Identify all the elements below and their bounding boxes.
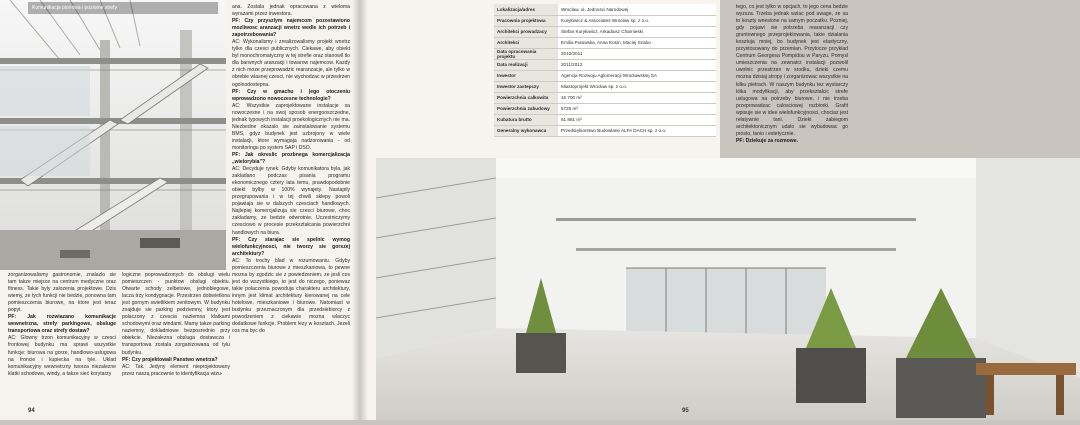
atrium-interior-illustration <box>376 158 1080 420</box>
project-info-table <box>494 4 716 137</box>
info-key: Kubatura brutto <box>494 114 558 125</box>
interview-answer: AC: To trochy blad w rozumowaniu. Gdyby pomieszczenia biurowe z mieszkaniowa, to pewne mozna by zgodzic sie z powiedzeniem, ze jesli cos jest do wszystkiego, to jest do niczego, poniewaz takie polaczenia powoduja charakteru architektury, innym jest klimat architektury kierowanej na cele hotelowe, mieszkaniowe i biurowe. Natomiast w budynku przeznaczonym dla przedsiebiorcy z powodzeniem z ciekawie mozna wlaczyc dodatkowe funkcje. Problem lezy w kosztach. Jezeli cos ma byc do <box>232 257 350 335</box>
info-value: Stefan Kuryłowicz, Arkadiusz Charnieski <box>558 26 716 37</box>
info-row <box>494 92 716 103</box>
info-value: 5725 m² <box>558 103 716 114</box>
interview-question: PF: Jak okreslic prozbnega komercjalizacja „wielorybia”? <box>232 151 350 166</box>
info-row <box>494 4 716 15</box>
interview-answer: logiczne poprowadzonych do obslugi wielu pomieszczen - punktow obslugi obiektu. Otwarte schody zelbetowe, jednobiegowe, lacza trzy kondygnacje. Przestrzen dobwietlona jest gornym swietlikiem zenitowym. W budynku znajduje sie parking podziemny, ktory jest polaczony z czescia naziemna klatkami schodowymi oraz windami. Mamy takze parking naziemny, dokladniowe bezposrednio przy obiekcie. Niezalezna obsluga dostawcza i transportowa zostala zorganizowana od tylu budynku. <box>122 272 230 356</box>
info-row <box>494 81 716 92</box>
info-key: Inwestor <box>494 70 558 81</box>
interview-answer: AC: Tak. Jedyny element nieprojektowany przez naszą pracownie to identyfikacja wizu- <box>122 363 230 377</box>
text-column-top <box>232 4 350 335</box>
info-key: Architekci prowadzacy <box>494 26 558 37</box>
info-value: Agencja Rozwoju Aglomeracji Wrocławskiej SA <box>558 70 716 81</box>
info-row <box>494 59 716 70</box>
atrium-stair-illustration <box>0 0 226 270</box>
info-row <box>494 70 716 81</box>
page-number: 95 <box>682 408 689 414</box>
left-page <box>0 0 360 420</box>
info-value: Wroclaw, ul. Jednosci Narodowej <box>558 4 716 15</box>
interview-answer: ana. Zostala jednak opracowana z wieloma wyrazami przez inwestora. <box>232 4 350 18</box>
info-row <box>494 15 716 26</box>
interview-question: PF: Czy starajac sie spelnic wymog wielofunkcyjnosci, nie tworzy sie gorszej architektury? <box>232 236 350 257</box>
interview-answer: AC: Wykonalismy i zrealizowalismy projekt wnetrz tylko dla czesci publicznych. Ciekawe, aby obiekt byl monochromatyczny w tej strefie oraz stanowil tlo dla barwnych aranzacji i towarow najemcow. Kazdy z nich moze przeprowadzic rearanzacje, ale tylko w obrebie wlasnej czesci, nie wychodzac w przestrzen ogolnodostepna. <box>232 39 350 88</box>
text-column-bottom-2 <box>122 272 230 378</box>
text-column-bottom-1 <box>8 272 116 378</box>
info-key: Pracownia projektowa <box>494 15 558 26</box>
info-key: Inwestor zastepczy <box>494 81 558 92</box>
info-value: Kuryłowicz & Associates Wrocław sp. z o.o. <box>558 15 716 26</box>
info-value: 2010/2011 <box>558 48 716 59</box>
interview-answer: AC: Glowny trzon komunikacyjny w czesci frontowej budynku ma sprawi wszystkie funkcje: biurowa na gorze, handlowo-uslugowa na froncie i kupiecka na tyle. Uklad komunikacyjny wewnetrzny tworza niezalezne klatki schodowe, windy, a takze sieć korytarzy <box>8 335 116 377</box>
info-value: Przedsiębiorstwo Budowlane ALFA DACH sp. z o.o. <box>558 125 716 136</box>
interview-question: PF: Jak rozwiazano komunikacje wewnetrzna, strefy parkingowe, obsluge transportowa oraz strefy dostaw? <box>8 314 116 335</box>
info-row <box>494 125 716 136</box>
interview-question: PF: Czy projektowali Panstwo wnetrza? <box>122 356 218 363</box>
info-key: Data realizacji <box>494 59 558 70</box>
info-key: Lokalizacja/adres <box>494 4 558 15</box>
right-page <box>360 0 848 420</box>
atrium-stair-photo <box>0 0 226 270</box>
info-row <box>494 114 716 125</box>
photo-caption: Komunikacja pionowa i poziome strefy <box>28 2 218 14</box>
interview-question: PF: Dziekuje za rozmowe. <box>736 137 798 144</box>
info-value: 61 881 m³ <box>558 114 716 125</box>
interview-question: PF: Czy przyszlym najemcom pozostawiono mozliwosc aranzacji wnetrz wedle ich potrzeb i zapotrzebowania? <box>232 18 350 39</box>
page-number: 94 <box>28 408 35 414</box>
interview-answer: AC: Decyduje rynek. Gdyby komunikatora byla, jak zakladano podczas pisania programu ekonomicznego cztery lata temu, prawdopodobnie obiekt bylby w 100% wynajety. Nastapily przegrupowania i w tej chwili sklepy powoli pojawiaja sie w dalszych czesciach handlowych. Najlepiej komercjalizuja sie czesci biurowe, choc zakladamy, ze bedzie odwrotnie. Uczestniczymy czesciowo w procesie przekształcania powierzchni handlowych na biura. <box>232 166 350 236</box>
info-row <box>494 26 716 37</box>
info-row <box>494 48 716 59</box>
info-row <box>494 37 716 48</box>
info-key: Data opracowania projektu <box>494 48 558 59</box>
page-gutter <box>352 0 368 420</box>
info-key: Generalny wykonawca <box>494 125 558 136</box>
info-value: 2011/2012 <box>558 59 716 70</box>
info-key: Architekci <box>494 37 558 48</box>
interview-question: PF: Czy w gmachu i jego otoczeniu wprowadzono nowoczesne technologie? <box>232 88 350 102</box>
info-key: Powierzchnia calkowita <box>494 92 558 103</box>
atrium-interior-photo <box>376 158 1080 420</box>
text-column-right <box>736 4 848 145</box>
interview-answer: tego, co jest tylko w opcjach, to jego cena bedzie wyzsza. Trzeba jednak wziac pod uwage, ze sa to koszty wnesione na samym poczatku. Pozniej, gdy pojawi sie potrzeba rearanzacji czy gruntownego przeprojektowania, takie dzialania kosztuja mniej, bo budynek jest elastyczny, przystosowany do przemian. Przytocze przyklad Centrum Georgesa Pompidou w Paryzu. Pomysl umieszczenia na zewnatrz instalacji pozwolil uwolnic przestrzen w srodku, dzieki czemu mozna dzisiaj stropy i zorganizowac wszystkie na kilku pietrach. W naszym budynku tez wystarczy klika modyfikacji, aby przekształcic strefe uslugowa na potrzeby biurowe, i nie trzeba przeprowadzac calosciowej rozbiorki. Grafit wpisuje sie w idee wielofunkcyjnosci, chociaz jest relatywnie tani. Dzieki zabiegom architektonicznym udalo sie wybudowac go prosto, tanio i estetycznie. <box>736 4 848 137</box>
info-row <box>494 103 716 114</box>
info-value: 16 700 m² <box>558 92 716 103</box>
info-value: Emilia Putowska, Anna Kosin, Maciej Szabo <box>558 37 716 48</box>
interview-answer: zorganizowalismy gastronomie, znalazlo sie tam takze miejsce na centrum medyczne oraz fitness. Takie byly zalozenia projektowe. Dzis wiemy, ze tych funkcji nie bedzie, ponowna tam pomieszczenia biurowe, na ktore jest teraz popyt. <box>8 272 116 314</box>
info-key: Powierzchnia zabudowy <box>494 103 558 114</box>
info-value: Miastoprojekt Wrocław sp. z o.o. <box>558 81 716 92</box>
interview-answer: AC: Wszystkie zaprojektowane instalacje sa nowoczesne i na swoj sposob energooszczedne, jednak typowych instalacji proekologicznych nie ma. Niezbedne okazalo sie zainstalowanie systemu BMS, gdyz budynek jest uzbrojony w wiele instalacji, ktore wymagaja nadzorowania - od monitoringu po system SAP i DSO. <box>232 102 350 151</box>
